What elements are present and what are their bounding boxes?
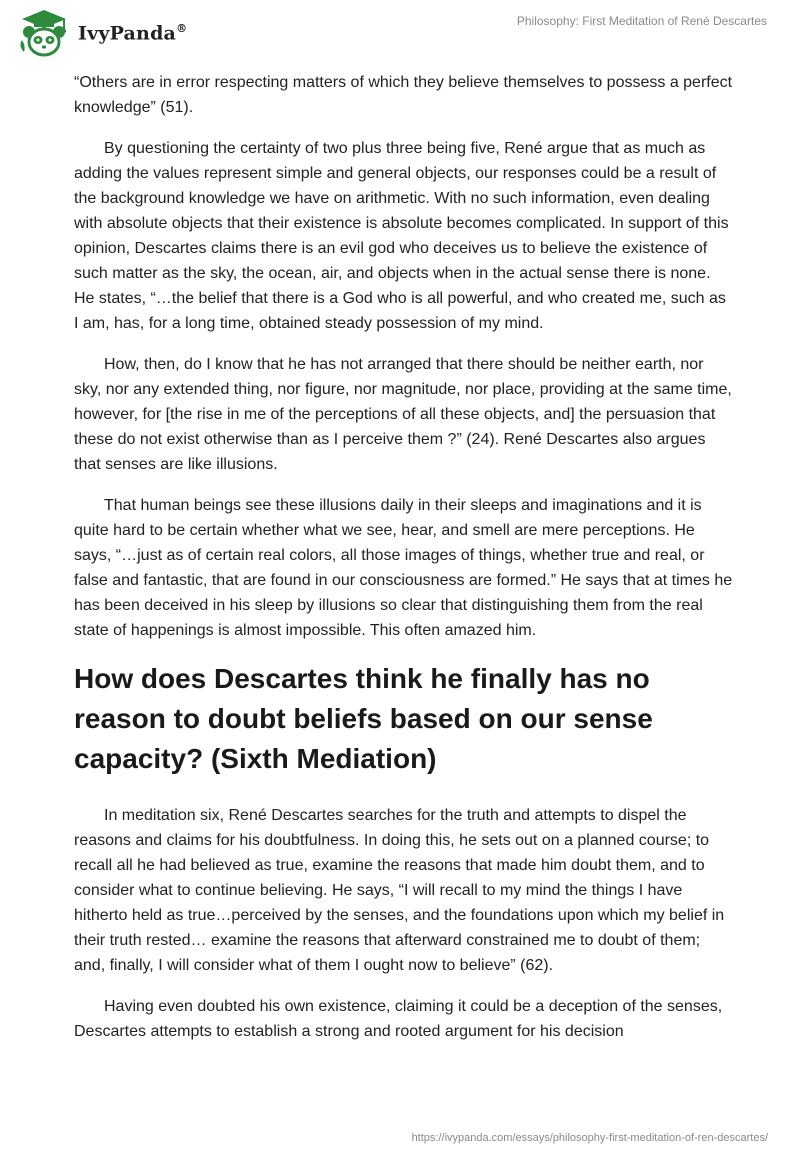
- paragraph-quote: “Others are in error respecting matters of which they believe themselves to possess a perfect knowledge” (51).: [74, 74, 733, 116]
- paragraph: In meditation six, René Descartes searches for the truth and attempts to dispel the reasons and claims for his doubtfulness. In doing this, he sets out on a planned course; to recall all he had believed as true, examine the reasons that made him doubt them, and to consider what to continue believing. He says, “I will recall to my mind the things I have hitherto held as true…perceived by the senses, and the foundations upon which my belief in their truth rested… examine the reasons that afterward constrained me to doubt of them; and, finally, I will consider what of them I ought now to believe” (62).: [74, 807, 725, 974]
- source-url-link[interactable]: https://ivypanda.com/essays/philosophy-first-meditation-of-ren-descartes/: [411, 1132, 768, 1144]
- essay-body: [74, 70, 734, 1060]
- paragraph: How, then, do I know that he has not arranged that there should be neither earth, nor sky, nor any extended thing, nor figure, nor magnitude, nor place, providing at the same time, however, for [the rise in me of the perceptions of all these objects, and] the persuasion that these do not exist otherwise than as I perceive them ?” (24). René Descartes also argues that senses are like illusions.: [74, 356, 732, 473]
- ivypanda-logo-link[interactable]: [14, 8, 187, 58]
- paragraph: Having even doubted his own existence, claiming it could be a deception of the senses, Descartes attempts to establish a strong and rooted argument for his decision: [74, 998, 723, 1040]
- paragraph: By questioning the certainty of two plus three being five, René argue that as much as adding the values represent simple and general objects, our responses could be a result of the background knowledge we have on arithmetic. With no such information, even dealing with absolute objects that their existence is absolute becomes complicated. In support of this opinion, Descartes claims there is an evil god who deceives us to believe the existence of such matter as the sky, the ocean, air, and objects when in the actual sense there is none. He states, “…the belief that there is a God who is all powerful, and who created me, such as I am, has, for a long time, obtained steady possession of my mind.: [74, 140, 729, 332]
- section-heading: How does Descartes think he finally has no reason to doubt beliefs based on our sense capacity? (Sixth Mediation): [74, 663, 653, 774]
- panda-graduate-icon: [14, 8, 74, 58]
- document-title: Philosophy: First Meditation of René Descartes: [516, 14, 767, 28]
- logo-wordmark: IvyPanda®: [78, 21, 188, 45]
- paragraph: That human beings see these illusions daily in their sleeps and imaginations and it is quite hard to be certain whether what we see, hear, and smell are mere perceptions. He says, “…just as of certain real colors, all those images of things, whether true and real, or false and fantastic, that are found in our consciousness are formed.” He says that at times he has been deceived in his sleep by illusions so clear that distinguishing them from the real state of happenings is almost impossible. This often amazed him.: [74, 497, 733, 639]
- page-header: [0, 0, 800, 62]
